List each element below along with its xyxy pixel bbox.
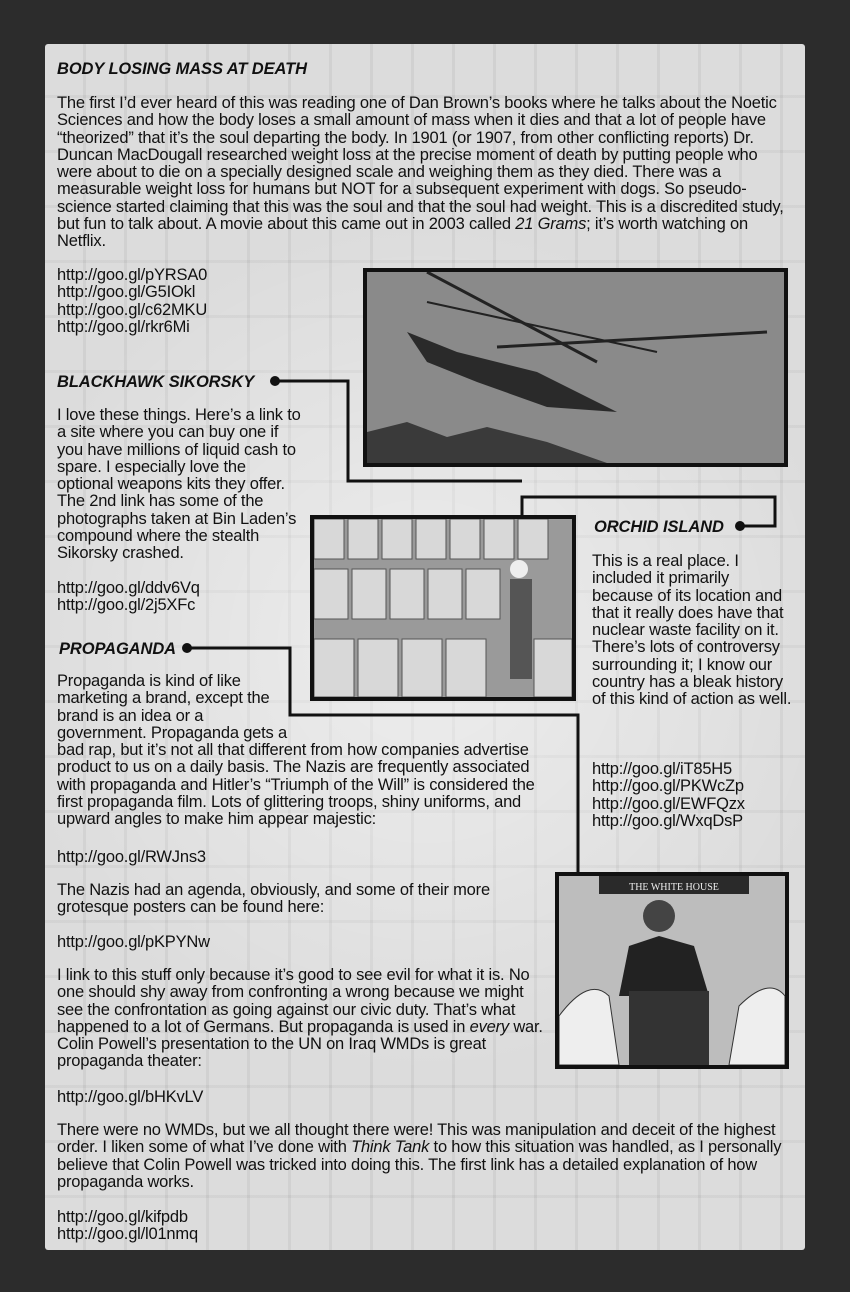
blackhawk-heading: BLACKHAWK SIKORSKY [57,373,255,391]
orchid-paragraph: This is a real place. I included it primarily because of its location and that it really does have that nuclear waste facility on it. There’s lots of controversy surrounding it; I know our country has a bleak history of this kind of action as well. [592,552,792,709]
link[interactable]: http://goo.gl/c62MKU [57,300,208,319]
link[interactable]: http://goo.gl/EWFQzx [592,794,745,813]
body-mass-paragraph [57,95,792,251]
orchid-links [592,761,745,830]
orchid-dot [735,521,745,531]
link[interactable]: http://goo.gl/kifpdb [57,1208,188,1226]
link[interactable]: http://goo.gl/l01nmq [57,1225,198,1244]
body-mass-text: The first I’d ever heard of this was reading one of Dan Brown’s books where he talks about the Noetic Sciences and how the body loses a small amount of mass when it dies and that a lot of people have “theorized” that it’s the soul departing the body. In 1901 (or 1907, from other conflicting reports) Dr. Duncan MacDougall researched weight loss at the precise moment of death by putting people who were about to die on a specially designed scale and weighing them as they died. There was a measurable weight loss for humans but NOT for a subsequent experiment with dogs. So pseudo-science started claiming that this was the soul and that the soul had weight. This is a discredited study, but fun to talk about. A movie about this came out in 2003 called [57,94,784,234]
propaganda-heading: PROPAGANDA [59,640,176,658]
propaganda-text-1: Propaganda is kind of like marketing a brand, except the brand is an idea or a government. Propaganda gets a bad rap, but it’s not all that different from how companies advertise product to us on a daily basis. The Nazis are frequently associated with propaganda and Hitler’s “Triumph of the Will” is considered the first propaganda film. Lots of glittering troops, shiny uniforms, and upward angles to make him appear majestic: [57,672,535,829]
white-house-press-illustration [555,872,789,1069]
orchid-heading: ORCHID ISLAND [594,518,724,536]
propaganda-text-3b: war. Colin Powell’s presentation to the UN on Iraq WMDs is great propaganda theater: [57,1017,543,1071]
link[interactable]: http://goo.gl/rkr6Mi [57,317,190,336]
propaganda-text-4a: There were no WMDs, but we all thought there were! This was manipulation and deceit of the highest order. I liken some of what I’ve done with [57,1121,776,1157]
link[interactable]: http://goo.gl/2j5XFc [57,596,196,615]
propaganda-paragraph-3 [57,967,547,1071]
blackhawk-dot [270,376,280,386]
propaganda-paragraph-2: The Nazis had an agenda, obviously, and some of their more grotesque posters can be found here: [57,881,490,917]
helicopter-illustration [363,268,788,467]
book-title: Think Tank [351,1138,430,1157]
link[interactable]: http://goo.gl/RWJns3 [57,848,206,866]
link[interactable]: http://goo.gl/WxqDsP [592,811,743,830]
link[interactable]: http://goo.gl/bHKvLV [57,1088,204,1106]
propaganda-paragraph-1 [57,673,557,829]
link[interactable]: http://goo.gl/iT85H5 [592,760,733,778]
link[interactable]: http://goo.gl/pYRSA0 [57,266,208,284]
movie-title: 21 Grams [515,215,587,234]
link[interactable]: http://goo.gl/G5IOkl [57,283,196,302]
propaganda-paragraph-4 [57,1122,792,1191]
link[interactable]: http://goo.gl/pKPYNw [57,933,210,951]
link[interactable]: http://goo.gl/PKWcZp [592,777,744,796]
propaganda-text-3a: I link to this stuff only because it’s good to see evil for what it is. No one should shy away from confronting a wrong because we might see the confrontation as going against our civic duty. That’s what happened to a lot of Germans. But propaganda is used in [57,966,530,1036]
propaganda-links [57,1209,198,1244]
body-mass-links [57,267,207,336]
whitehouse-sign-text: THE WHITE HOUSE [629,882,719,893]
blackhawk-paragraph: I love these things. Here’s a link to a site where you can buy one if you have millions of liquid cash to spare. I especially love the optional weapons kits they offer. The 2nd link has some of the photographs taken at Bin Laden’s compound where the stealth Sikorsky crashed. [57,406,301,563]
propaganda-dot [182,643,192,653]
body-mass-heading: BODY LOSING MASS AT DEATH [57,60,307,78]
blackhawk-links [57,580,200,615]
link[interactable]: http://goo.gl/ddv6Vq [57,579,200,597]
emphasis: every [469,1017,509,1036]
body-mass-text-end: ; it’s worth watching on Netflix. [57,215,748,251]
propaganda-text-4b: to how this situation was handled, as I personally believe that Colin Powell was tricked into doing this. The first link has a detailed explanation of how propaganda works. [57,1138,782,1191]
